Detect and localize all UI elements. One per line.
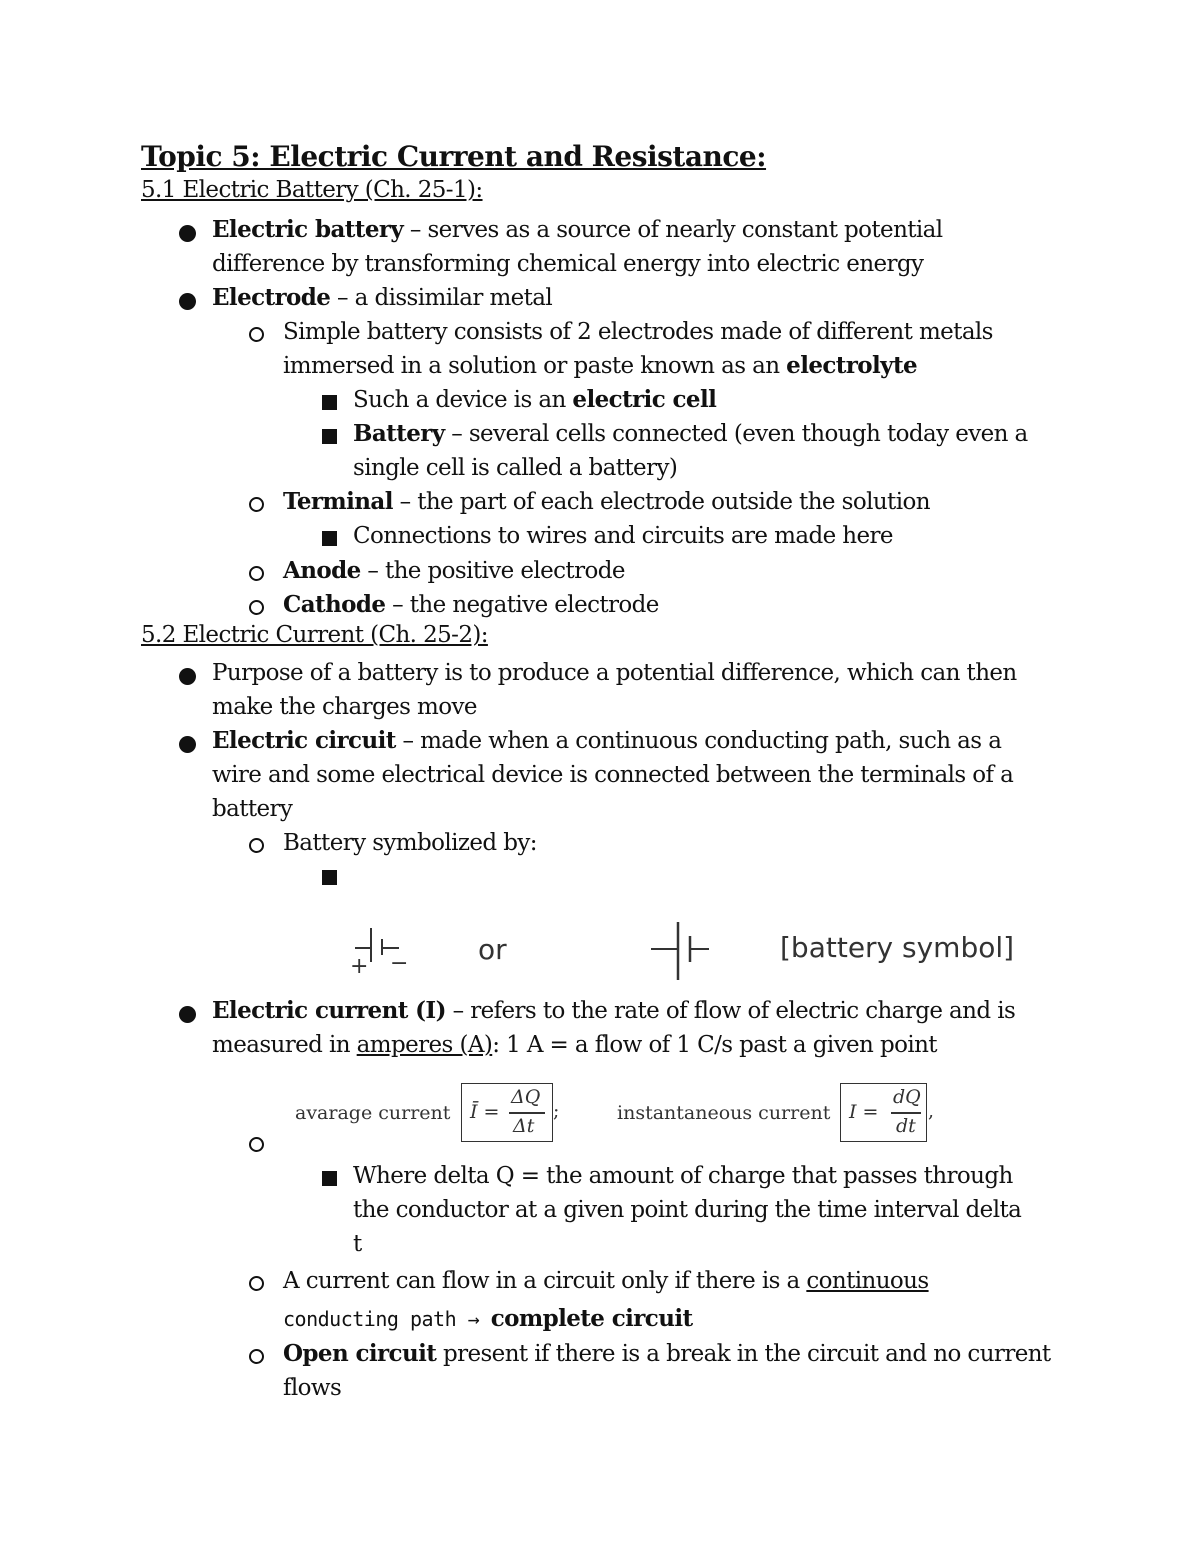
bullet-circle xyxy=(249,327,264,342)
instantaneous-current-formula xyxy=(840,1083,927,1142)
list-item-electrode: Electrode – a dissimilar metal xyxy=(212,284,553,311)
list-item-battery-cells-cont: single cell is called a battery) xyxy=(353,455,678,481)
list-item-purpose: Purpose of a battery is to produce a potential difference, which can then xyxy=(212,660,1017,686)
battery-symbol-icon xyxy=(645,914,720,986)
bullet-dot xyxy=(179,293,196,310)
list-item-current-flow: A current can flow in a circuit only if there is a continuous xyxy=(283,1268,929,1294)
list-item-battery-cont: difference by transforming chemical energy into electric energy xyxy=(212,251,924,277)
formula-denominator: dt xyxy=(896,1115,916,1137)
plus-sign: + xyxy=(350,954,369,979)
instantaneous-current-label: instantaneous current xyxy=(617,1102,831,1124)
list-item-open-circuit: Open circuit present if there is a break in the circuit and no current xyxy=(283,1340,1051,1367)
list-item-purpose-cont: make the charges move xyxy=(212,694,477,720)
list-item-delta-q: Where delta Q = the amount of charge that passes through xyxy=(353,1163,1013,1189)
list-item-battery: Electric battery – serves as a source of nearly constant potential xyxy=(212,216,943,243)
page-title: Topic 5: Electric Current and Resistance: xyxy=(141,140,767,173)
list-item-current-flow-cont: conducting path → complete circuit xyxy=(283,1305,693,1332)
list-item-current: Electric current (I) – refers to the rate of flow of electric charge and is xyxy=(212,997,1016,1024)
bullet-square xyxy=(322,870,337,885)
bullet-dot xyxy=(179,225,196,242)
list-item-connections: Connections to wires and circuits are made here xyxy=(353,523,893,549)
bullet-dot xyxy=(179,1006,196,1023)
list-item-simple-battery-cont: immersed in a solution or paste known as an electrolyte xyxy=(283,352,918,379)
formula-numerator: ΔQ xyxy=(511,1086,541,1108)
list-item-device: Such a device is an electric cell xyxy=(353,386,717,413)
bullet-circle xyxy=(249,566,264,581)
bullet-dot xyxy=(179,736,196,753)
battery-symbol-label: [battery symbol] xyxy=(780,931,1015,964)
list-item-battery-cells: Battery – several cells connected (even though today even a xyxy=(353,420,1028,447)
list-item-cathode: Cathode – the negative electrode xyxy=(283,591,659,618)
list-item-open-circuit-cont: flows xyxy=(283,1375,342,1401)
bullet-square xyxy=(322,531,337,546)
list-item-circuit-cont: wire and some electrical device is connected between the terminals of a xyxy=(212,762,1014,788)
list-item-delta-q-cont2: t xyxy=(353,1231,362,1257)
formula-numerator: dQ xyxy=(893,1086,921,1108)
bullet-square xyxy=(322,429,337,444)
or-label: or xyxy=(478,933,507,966)
list-item-delta-q-cont: the conductor at a given point during the time interval delta xyxy=(353,1197,1022,1223)
section-heading-5-2: 5.2 Electric Current (Ch. 25-2): xyxy=(141,622,488,648)
bullet-circle xyxy=(249,1349,264,1364)
bullet-circle xyxy=(249,600,264,615)
bullet-circle xyxy=(249,838,264,853)
comma: , xyxy=(928,1100,935,1122)
formula-lhs: Ī = xyxy=(470,1101,500,1123)
bullet-dot xyxy=(179,668,196,685)
average-current-formula xyxy=(461,1083,553,1142)
fraction-bar xyxy=(509,1112,545,1114)
bullet-square xyxy=(322,1171,337,1186)
formula-denominator: Δt xyxy=(513,1115,535,1137)
semicolon: ; xyxy=(553,1100,560,1122)
section-heading-5-1: 5.1 Electric Battery (Ch. 25-1): xyxy=(141,177,483,203)
bullet-circle xyxy=(249,1276,264,1291)
average-current-label: avarage current xyxy=(295,1102,451,1124)
list-item-terminal: Terminal – the part of each electrode outside the solution xyxy=(283,488,930,515)
list-item-current-cont: measured in amperes (A): 1 A = a flow of 1 C/s past a given point xyxy=(212,1032,937,1058)
bullet-circle xyxy=(249,1137,264,1152)
list-item-circuit: Electric circuit – made when a continuous conducting path, such as a xyxy=(212,727,1002,754)
formula-lhs: I = xyxy=(849,1101,879,1123)
minus-sign: − xyxy=(390,951,409,976)
list-item-anode: Anode – the positive electrode xyxy=(283,557,625,584)
list-item-circuit-cont2: battery xyxy=(212,796,293,822)
bullet-square xyxy=(322,395,337,410)
fraction-bar xyxy=(891,1112,921,1114)
bullet-circle xyxy=(249,497,264,512)
list-item-symbolized: Battery symbolized by: xyxy=(283,830,537,856)
list-item-simple-battery: Simple battery consists of 2 electrodes made of different metals xyxy=(283,319,993,345)
